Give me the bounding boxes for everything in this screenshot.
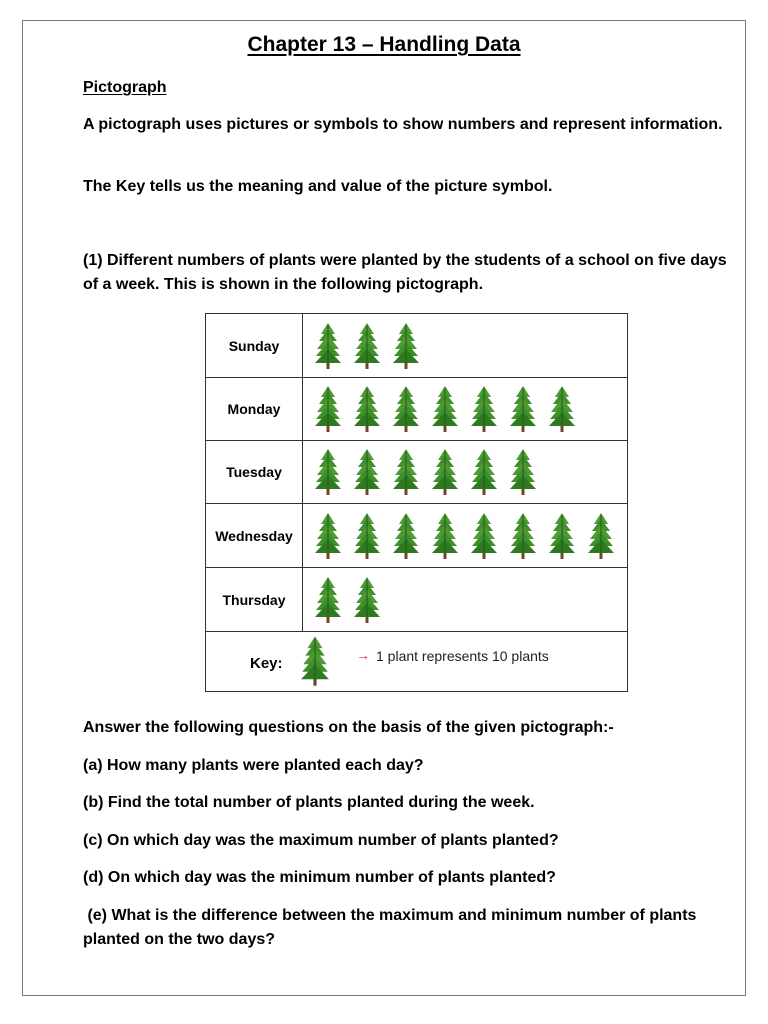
pine-tree-icon [353,576,381,624]
chapter-title: Chapter 13 – Handling Data [247,33,521,56]
pine-tree-icon [431,512,459,560]
day-label: Sunday [206,314,303,377]
pine-tree-icon [314,385,342,433]
pine-tree-icon [431,385,459,433]
key-pine-tree-icon [300,635,330,687]
question-one-text: (1) Different numbers of plants were planted by the students of a school on five days of a week. This is shown in the following pictograph. [83,252,727,293]
pine-tree-icon [392,322,420,370]
pine-tree-icon [353,322,381,370]
pine-tree-icon [509,385,537,433]
pine-tree-icon [587,512,615,560]
tree-symbols [314,504,626,567]
pine-tree-icon [509,512,537,560]
pictograph-row [206,441,627,504]
question-a: (a) How many plants were planted each day? [83,757,424,774]
pine-tree-icon [353,385,381,433]
question-b: (b) Find the total number of plants planted during the week. [83,794,535,811]
pine-tree-icon [392,448,420,496]
key-note-paragraph: The Key tells us the meaning and value of the picture symbol. [83,178,553,195]
section-heading: Pictograph [83,79,167,96]
question-e: (e) What is the difference between the maximum and minimum number of plants planted on the two days? [83,907,701,948]
pictograph-row [206,314,627,378]
pine-tree-icon [314,576,342,624]
pictograph-row [206,378,627,441]
pine-tree-icon [548,385,576,433]
pine-tree-icon [392,385,420,433]
pine-tree-icon [470,385,498,433]
pine-tree-icon [548,512,576,560]
pictograph-key [206,632,627,691]
pine-tree-icon [392,512,420,560]
pine-tree-icon [509,448,537,496]
intro-paragraph: A pictograph uses pictures or symbols to show numbers and represent information. [83,116,723,133]
pine-tree-icon [314,512,342,560]
pictograph-table [205,313,628,692]
pine-tree-icon [431,448,459,496]
tree-symbols [314,314,431,377]
day-label: Wednesday [206,504,303,567]
answer-prompt: Answer the following questions on the basis of the given pictograph:- [83,719,614,736]
tree-symbols [314,568,392,631]
key-text: 1 plant represents 10 plants [376,648,549,664]
tree-symbols [314,378,587,440]
tree-symbols [314,441,548,503]
key-label: Key: [250,655,283,672]
pine-tree-icon [353,512,381,560]
question-d: (d) On which day was the minimum number of plants planted? [83,869,556,886]
day-label: Monday [206,378,303,440]
key-arrow: → [356,647,370,663]
day-label: Tuesday [206,441,303,503]
question-c: (c) On which day was the maximum number of plants planted? [83,832,559,849]
pine-tree-icon [314,322,342,370]
pine-tree-icon [314,448,342,496]
pine-tree-icon [470,512,498,560]
pictograph-row [206,568,627,632]
pine-tree-icon [353,448,381,496]
pine-tree-icon [470,448,498,496]
day-label: Thursday [206,568,303,631]
pictograph-row [206,504,627,568]
